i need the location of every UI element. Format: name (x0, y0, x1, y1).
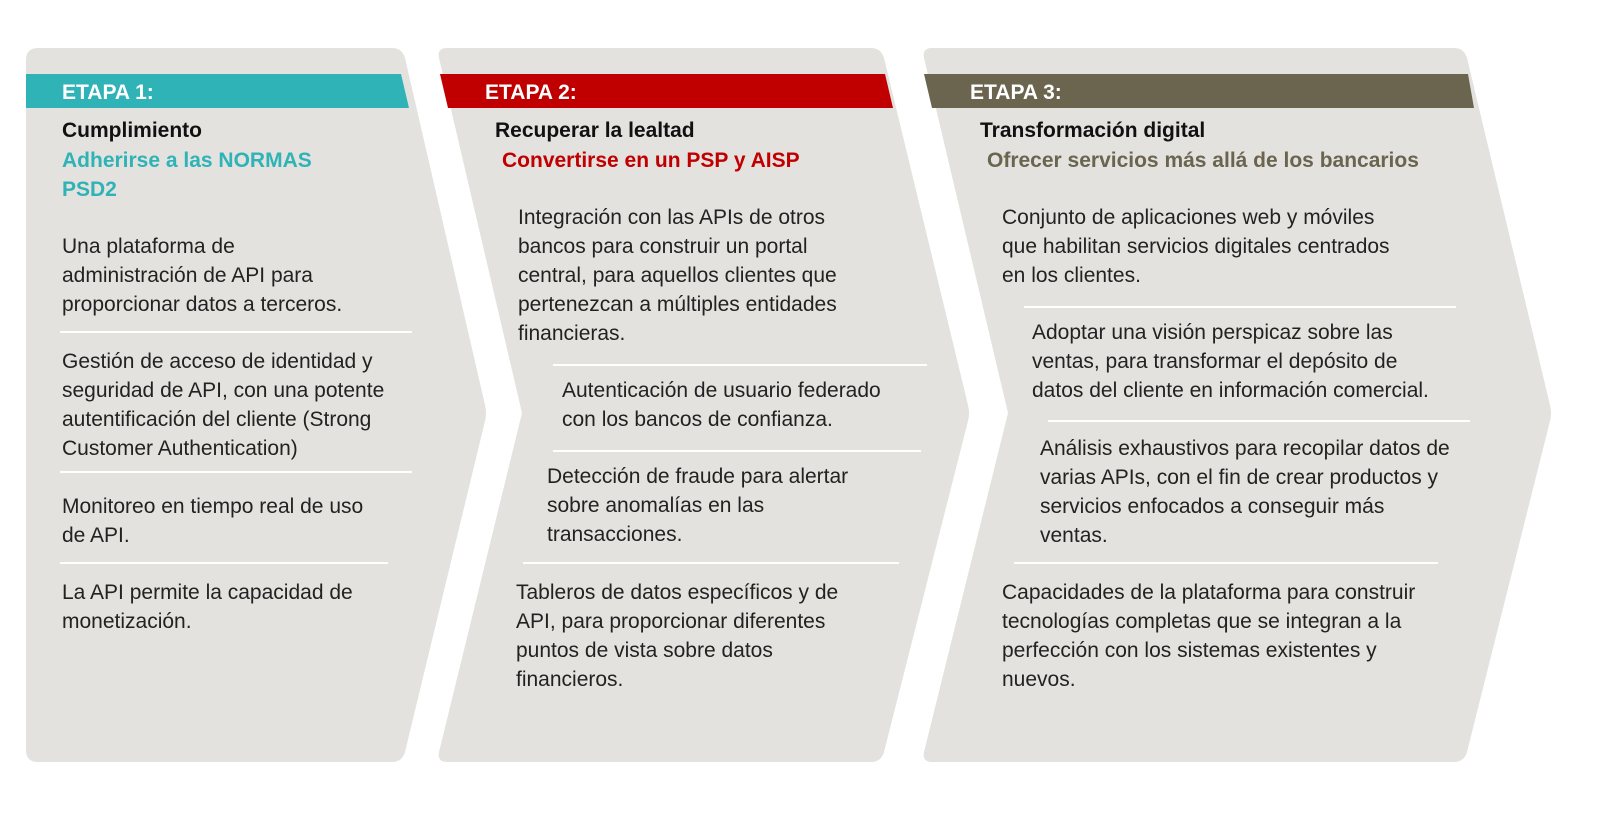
stage-1-label: ETAPA 1: (62, 81, 154, 104)
stage-3-title: Transformación digital (980, 119, 1206, 142)
stage-1-item-1: Una plataforma de administración de API para proporcionar datos a terceros. (62, 235, 343, 316)
stage-1-item-3: Monitoreo en tiempo real de uso de API. (62, 495, 364, 547)
stage-2-banner (440, 74, 893, 108)
stage-3-subtitle: Ofrecer servicios más allá de los bancarios (987, 149, 1419, 172)
stage-2-item-1: Integración con las APIs de otros bancos para construir un portal central, para aquellos clientes que pertenezcan a múltiples entidades financieras. (518, 206, 837, 345)
stage-2-title: Recuperar la lealtad (495, 119, 695, 142)
stage-1-panel (26, 48, 486, 762)
stage-3-item-2: Adoptar una visión perspicaz sobre las ventas, para transformar el depósito de datos del cliente en información comercial. (1032, 321, 1429, 402)
stage-2-item-4: Tableros de datos específicos y de API, para proporcionar diferentes puntos de vista sobre datos financieros. (516, 581, 839, 691)
stage-1-subtitle: Adherirse a las NORMAS PSD2 (62, 149, 312, 201)
stage-2-item-3: Detección de fraude para alertar sobre anomalías en las transacciones. (547, 465, 849, 546)
stage-1-item-2: Gestión de acceso de identidad y seguridad de API, con una potente autentificación del cliente (Strong Customer Authentication) (62, 350, 385, 460)
stage-2-subtitle: Convertirse en un PSP y AISP (502, 149, 800, 172)
stage-2-panel (439, 48, 969, 762)
stage-3-banner (924, 74, 1474, 108)
stage-3-label: ETAPA 3: (970, 81, 1062, 104)
stage-3-item-1: Conjunto de aplicaciones web y móviles que habilitan servicios digitales centrados en los clientes. (1002, 206, 1390, 287)
stage-1-banner (26, 74, 409, 108)
stage-3-item-4: Capacidades de la plataforma para construir tecnologías completas que se integran a la perfección con los sistemas existentes y nuevos. (1002, 581, 1416, 691)
stage-3-panel (924, 48, 1551, 762)
stage-3-item-3: Análisis exhaustivos para recopilar datos de varias APIs, con el fin de crear productos y servicios enfocados a conseguir más ventas. (1040, 437, 1450, 547)
stage-2-label: ETAPA 2: (485, 81, 577, 104)
stage-1-title: Cumplimiento (62, 119, 202, 142)
stage-1-item-4: La API permite la capacidad de monetización. (62, 581, 353, 633)
stage-2-item-2: Autenticación de usuario federado con los bancos de confianza. (562, 379, 881, 431)
